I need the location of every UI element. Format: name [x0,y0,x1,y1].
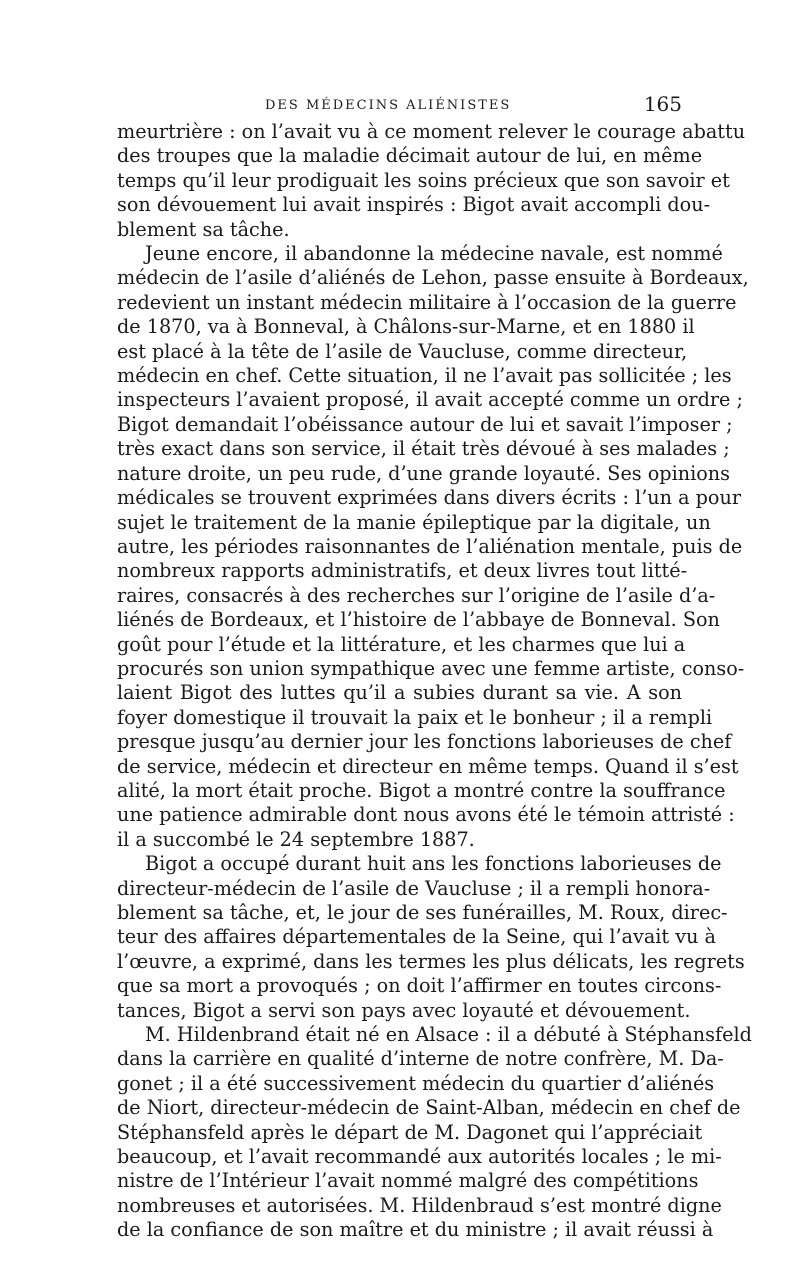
text-line: redevient un instant médecin militaire à l’occasion de la guerre [117,290,737,314]
text-line: liénés de Bordeaux, et l’histoire de l’abbaye de Bonneval. Son [117,608,720,632]
text-line: directeur-médecin de l’asile de Vaucluse ; il a rempli honora- [117,876,711,900]
text-line: l’œuvre, a exprimé, dans les termes les plus délicats, les regrets [117,949,745,973]
text-line: autre, les périodes raisonnantes de l’aliénation mentale, puis de [117,534,743,558]
text-line: sujet le traitement de la manie épileptique par la digitale, un [117,510,711,534]
text-line: meurtrière : on l’avait vu à ce moment relever le courage abattu [117,120,746,143]
text-line: son dévouement lui avait inspirés : Bigot avait accompli dou- [117,193,711,217]
text-line: blement sa tâche, et, le jour de ses funérailles, M. Roux, direc- [117,901,728,924]
text-line: nombreux rapports administratifs, et deux livres tout litté- [117,559,688,583]
text-line: blement sa tâche. [117,217,290,241]
text-line: Stéphansfeld après le départ de M. Dagonet qui l’appréciait [117,1120,703,1144]
text-line: tances, Bigot a servi son pays avec loyauté et dévouement. [117,998,691,1022]
text-line: inspecteurs l’avaient proposé, il avait accepté comme un ordre ; [117,388,743,412]
text-line: raires, consacrés à des recherches sur l’origine de l’asile d’a- [117,583,716,607]
text-line: dans la carrière en qualité d’interne de notre confrère, M. Da- [117,1047,724,1071]
text-line: médecin de l’asile d’aliénés de Lehon, passe ensuite à Bordeaux, [117,266,749,290]
text-line: gonet ; il a été successivement médecin du quartier d’aliénés [117,1071,715,1095]
text-line: il a succombé le 24 septembre 1887. [117,827,475,851]
text-line: Jeune encore, il abandonne la médecine navale, est nommé [145,242,723,266]
text-line: de 1870, va à Bonneval, à Châlons-sur-Marne, et en 1880 il [117,315,695,339]
text-line: est placé à la tête de l’asile de Vaucluse, comme directeur, [117,339,688,363]
text-line: que sa mort a provoqués ; on doit l’affirmer en toutes circons- [117,974,722,998]
text-line: presque jusqu’au dernier jour les fonctions laborieuses de chef [117,730,732,754]
text-line: Bigot a occupé durant huit ans les fonctions laborieuses de [145,852,722,876]
text-line: nature droite, un peu rude, d’une grande loyauté. Ses opinions [117,461,730,485]
text-line: procurés son union sympathique avec une femme artiste, conso- [117,656,745,680]
text-line: M. Hildenbrand était né en Alsace : il a débuté à Stéphansfeld [145,1023,752,1047]
text-line: médicales se trouvent exprimées dans divers écrits : l’un a pour [117,486,742,510]
book-page [117,90,752,1243]
running-title: DES MÉDECINS ALIÉNISTES [265,98,512,113]
text-line: nombreuses et autorisées. M. Hildenbraud s’est montré digne [117,1193,722,1217]
text-line: goût pour l’étude et la littérature, et les charmes que lui a [117,632,686,656]
body-text [117,120,752,1243]
text-line: temps qu’il leur prodiguait les soins précieux que son savoir et [117,168,730,192]
text-line: Bigot demandait l’obéissance autour de lui et savait l’imposer ; [117,412,733,436]
page-number: 165 [643,92,682,116]
running-head [117,90,682,120]
text-line: de service, médecin et directeur en même temps. Quand il s’est [117,754,739,778]
text-line: teur des affaires départementales de la Seine, qui l’avait vu à [117,925,716,949]
text-line: de Niort, directeur-médecin de Saint-Alban, médecin en chef de [117,1096,741,1120]
text-line: médecin en chef. Cette situation, il ne l’avait pas sollicitée ; les [117,364,732,388]
text-line: laient Bigot des luttes qu’il a subies durant sa vie. A son [117,681,682,705]
text-line: très exact dans son service, il était très dévoué à ses malades ; [117,437,730,461]
text-line: nistre de l’Intérieur l’avait nommé malgré des compétitions [117,1169,699,1193]
text-line: alité, la mort était proche. Bigot a montré contre la souffrance [117,778,726,802]
text-line: de la confiance de son maître et du ministre ; il avait réussi à [117,1218,714,1242]
text-line: beaucoup, et l’avait recommandé aux autorités locales ; le mi- [117,1145,722,1169]
text-line: foyer domestique il trouvait la paix et le bonheur ; il a rempli [117,705,713,729]
text-line: une patience admirable dont nous avons été le témoin attristé : [117,803,735,827]
text-line: des troupes que la maladie décimait autour de lui, en même [117,144,703,168]
